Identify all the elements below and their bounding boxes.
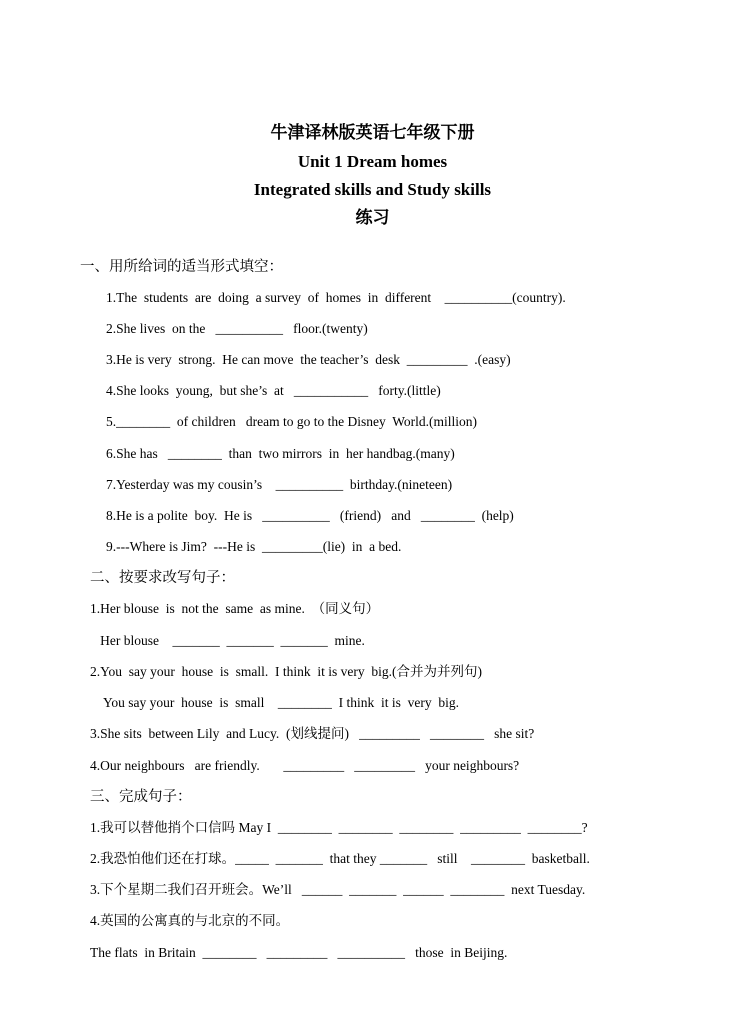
s1-item-3: 3.He is very strong. He can move the teacher’s desk _________ .(easy)	[106, 352, 511, 367]
s3-item-3: 3.下个星期二我们召开班会。We’ll ______ _______ ______ ________ next Tuesday.	[90, 882, 586, 897]
section3-heading: 三、完成句子：	[90, 789, 192, 805]
s3-item-2: 2.我恐怕他们还在打球。_____ _______ that they _______ still ________ basketball.	[90, 851, 590, 866]
s1-item-9: 9.---Where is Jim? ---He is _________(lie) in a bed.	[106, 539, 402, 554]
s1-item-7: 7.Yesterday was my cousin’s __________ birthday.(nineteen)	[106, 477, 453, 492]
s3-item-1: 1.我可以替他捎个口信吗 May I ________ ________ ________ _________ ________?	[90, 820, 588, 835]
section1-heading: 一、用所给词的适当形式填空：	[80, 259, 283, 275]
s2-item-2-answer: You say your house is small ________ I think it is very big.	[90, 695, 460, 710]
s1-item-6: 6.She has ________ than two mirrors in her handbag.(many)	[106, 446, 455, 461]
title-unit: Unit 1 Dream homes	[297, 152, 448, 171]
title-practice: 练习	[355, 208, 390, 227]
title-subtitle: Integrated skills and Study skills	[253, 180, 492, 199]
s3-item-4-answer: The flats in Britain ________ _________ __________ those in Beijing.	[90, 945, 508, 960]
s3-item-4: 4.英国的公寓真的与北京的不同。	[90, 913, 290, 928]
s1-item-2: 2.She lives on the __________ floor.(twenty)	[106, 321, 368, 336]
s2-item-2: 2.You say your house is small. I think it is very big.(合并为并列句)	[90, 664, 482, 679]
s2-item-3: 3.She sits between Lily and Lucy. (划线提问) _________ ________ she sit?	[90, 726, 535, 741]
s1-item-8: 8.He is a polite boy. He is __________ (friend) and ________ (help)	[106, 508, 514, 523]
s1-item-1: 1.The students are doing a survey of homes in different __________(country).	[106, 290, 566, 305]
title-chinese: 牛津译林版英语七年级下册	[270, 123, 475, 142]
s1-item-5: 5.________ of children dream to go to the Disney World.(million)	[106, 414, 477, 429]
s2-item-1-answer: Her blouse _______ _______ _______ mine.	[90, 633, 365, 648]
s1-item-4: 4.She looks young, but she’s at ___________ forty.(little)	[106, 383, 441, 398]
section2-heading: 二、按要求改写句子：	[90, 570, 235, 586]
s2-item-4: 4.Our neighbours are friendly. _________ _________ your neighbours?	[90, 758, 520, 773]
s2-item-1: 1.Her blouse is not the same as mine. （同义句）	[90, 601, 380, 616]
